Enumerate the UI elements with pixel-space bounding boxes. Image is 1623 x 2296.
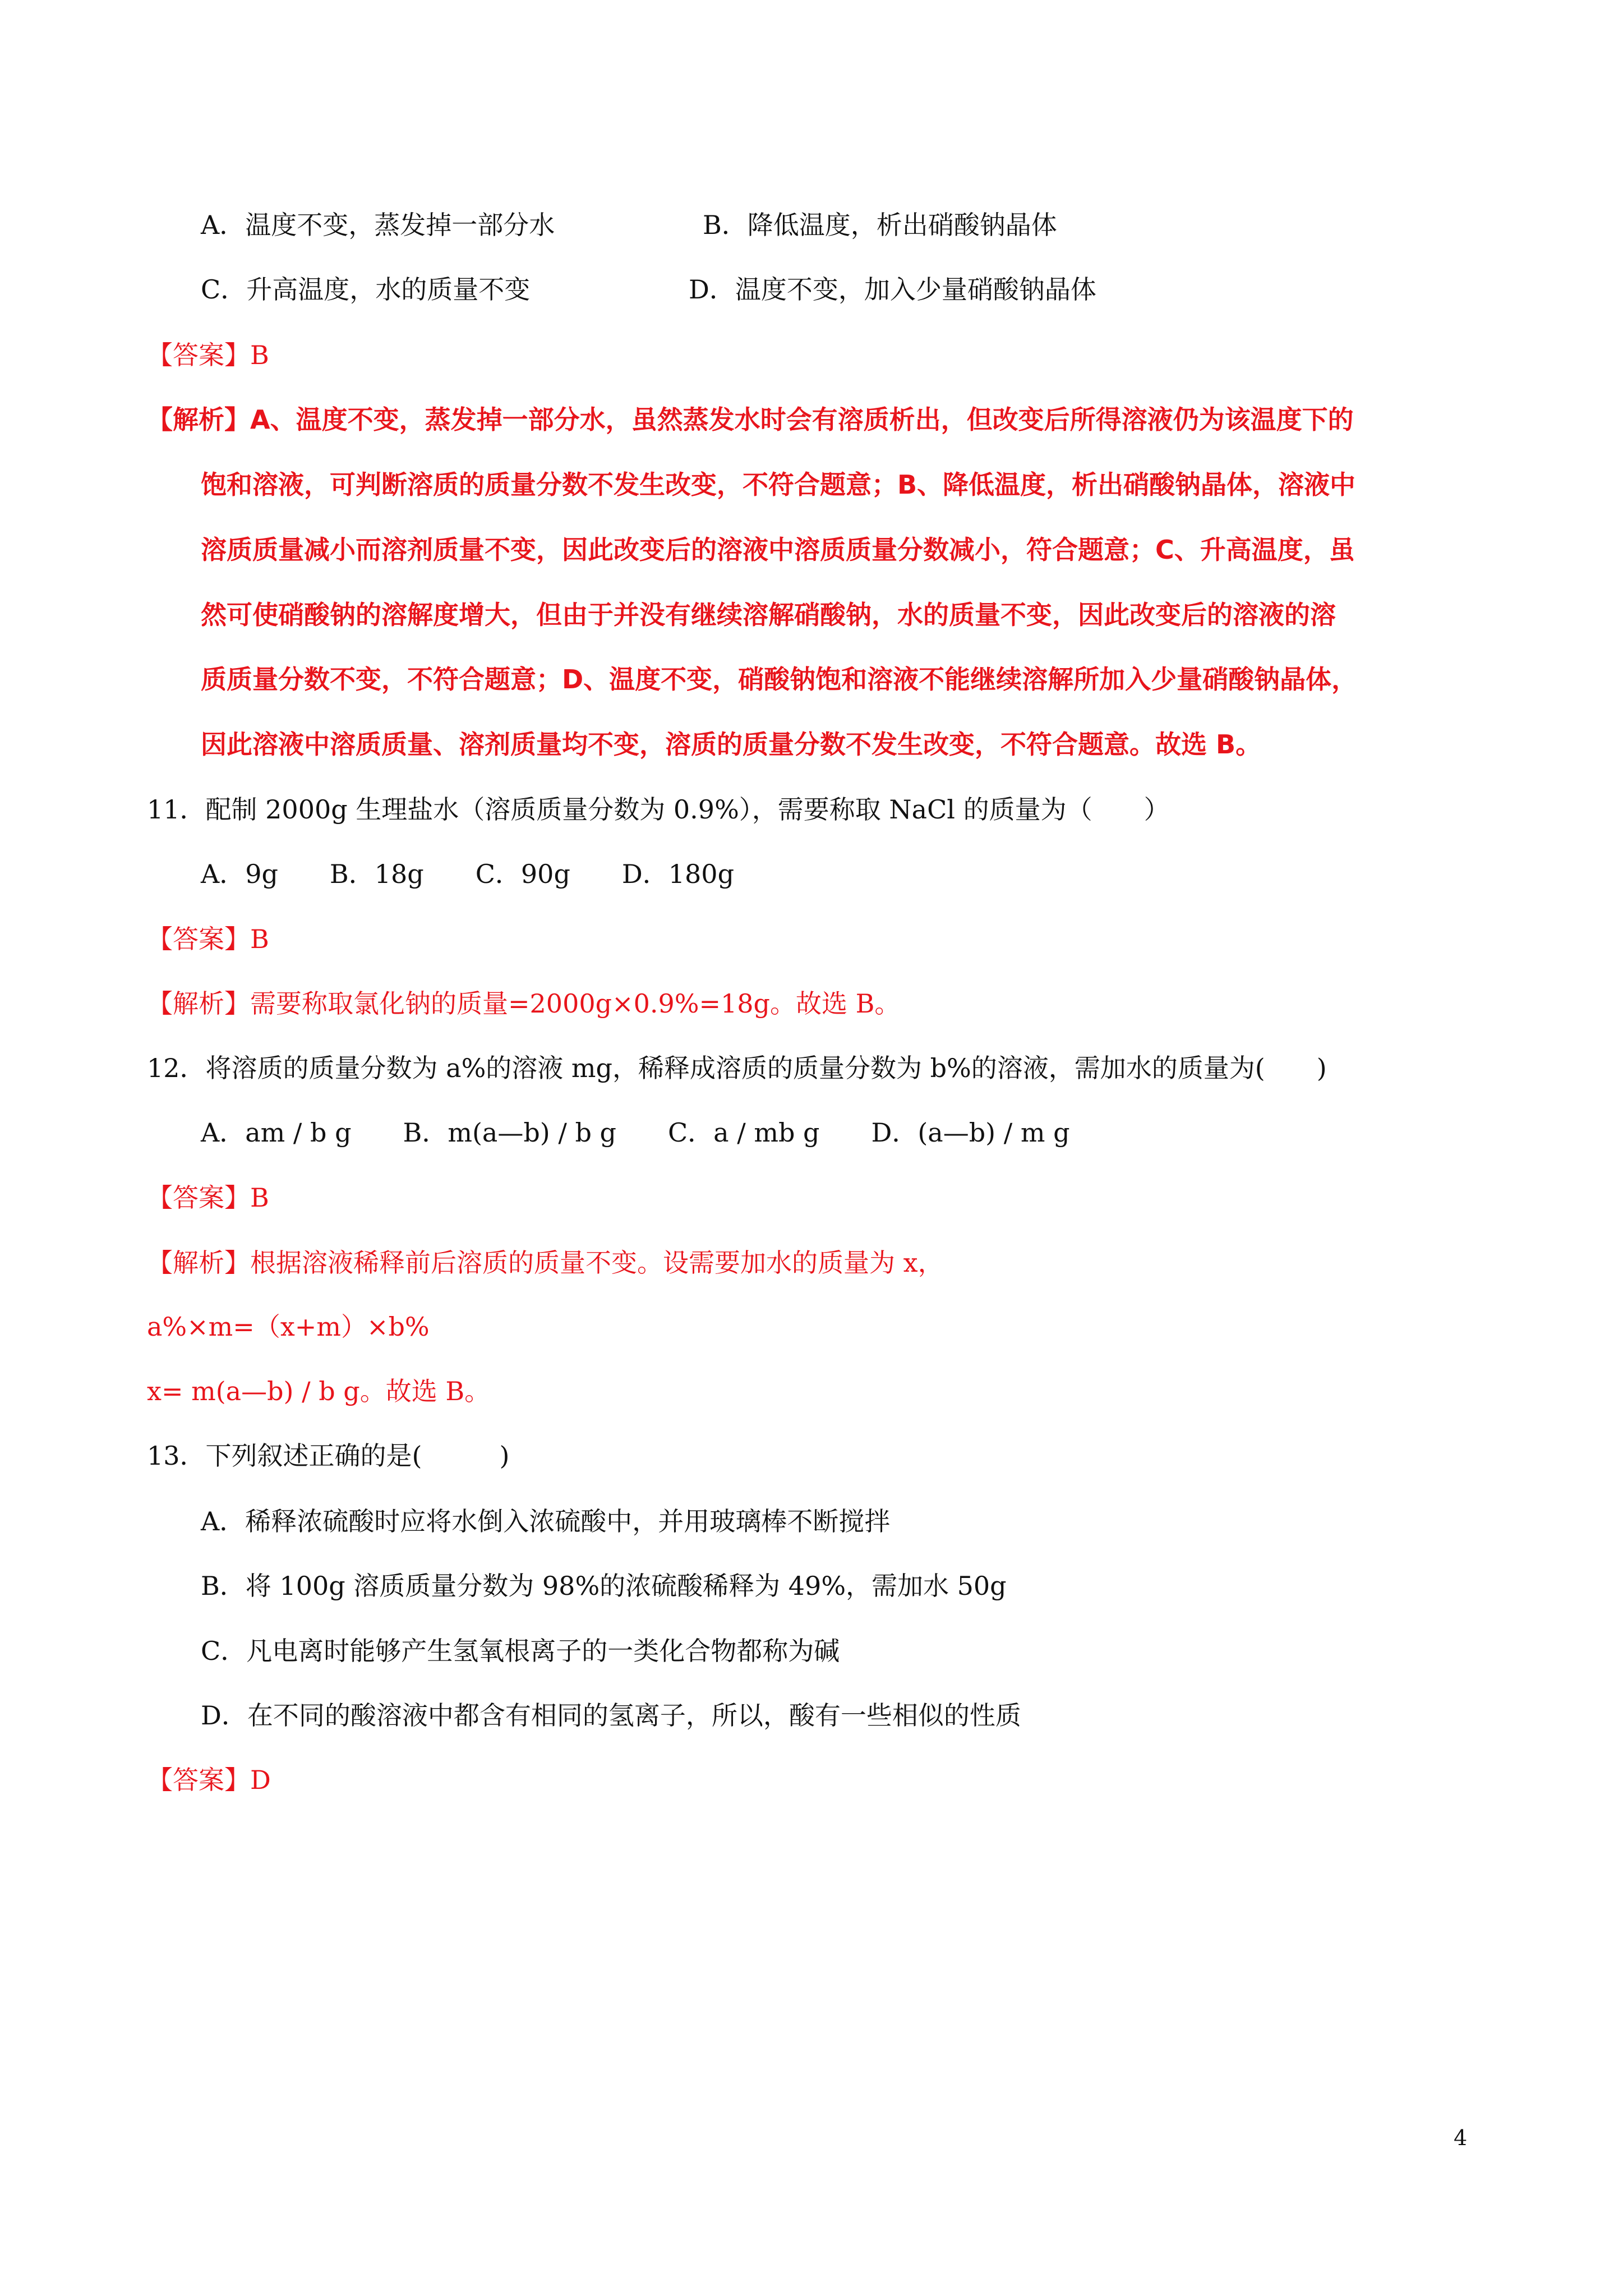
q13-option-c: C．凡电离时能够产生氢氧根离子的一类化合物都称为碱: [201, 1636, 840, 1666]
answer-value: B: [250, 924, 269, 954]
q13-option-b: B．将 100g 溶质质量分数为 98%的浓硫酸稀释为 49%，需加水 50g: [201, 1571, 1007, 1601]
analysis-tag: 【解析】: [147, 404, 250, 435]
q13-option-a: A．稀释浓硫酸时应将水倒入浓硫酸中，并用玻璃棒不断搅拌: [201, 1506, 891, 1536]
analysis-tag: 【解析】: [147, 1248, 250, 1278]
page-number: 4: [1454, 2125, 1468, 2150]
answer-tag: 【答案】: [147, 1182, 250, 1213]
q13-stem: 13．下列叙述正确的是( ): [147, 1441, 510, 1471]
answer-value: B: [250, 1182, 269, 1213]
q10-option-a: A．温度不变，蒸发掉一部分水: [201, 210, 555, 240]
q10-option-b: B．降低温度，析出硝酸钠晶体: [703, 210, 1057, 240]
q12-equation-2: x= m(a—b) / b g。故选 B。: [147, 1376, 491, 1406]
q10-analysis-line-3: 溶质质量减小而溶剂质量不变，因此改变后的溶液中溶质质量分数减小，符合题意；C、升高温度，虽: [201, 535, 1355, 565]
q10-analysis-line-5: 质质量分数不变，不符合题意；D、温度不变，硝酸钠饱和溶液不能继续溶解所加入少量硝酸钠晶体，: [201, 664, 1358, 694]
q10-analysis-line-1: [147, 403, 1354, 436]
q12-stem: 12．将溶质的质量分数为 a%的溶液 mg，稀释成溶质的质量分数为 b%的溶液，需加水的质量为( ): [147, 1053, 1327, 1083]
q11-answer: [147, 922, 269, 956]
analysis-text: A、温度不变，蒸发掉一部分水，虽然蒸发水时会有溶质析出，但改变后所得溶液仍为该温度下的: [250, 404, 1354, 435]
q10-answer: [147, 338, 269, 372]
analysis-text: 需要称取氯化钠的质量=2000g×0.9%=18g。故选 B。: [250, 988, 901, 1019]
q11-stem: 11．配制 2000g 生理盐水（溶质质量分数为 0.9%），需要称取 NaCl 的质量为（ ）: [147, 794, 1170, 825]
answer-value: B: [250, 340, 269, 370]
q12-answer: [147, 1181, 269, 1214]
q10-analysis-line-6: 因此溶液中溶质质量、溶剂质量均不变，溶质的质量分数不发生改变，不符合题意。故选 B。: [201, 729, 1262, 760]
analysis-text: 根据溶液稀释前后溶质的质量不变。设需要加水的质量为 x，: [250, 1248, 944, 1278]
q13-option-d: D．在不同的酸溶液中都含有相同的氢离子，所以，酸有一些相似的性质: [201, 1700, 1021, 1731]
q11-options: A．9g B．18g C．90g D．180g: [201, 859, 735, 889]
answer-tag: 【答案】: [147, 1765, 250, 1795]
q12-analysis: [147, 1246, 944, 1280]
q11-analysis: [147, 987, 900, 1020]
q10-analysis-line-4: 然可使硝酸钠的溶解度增大，但由于并没有继续溶解硝酸钠，水的质量不变，因此改变后的溶液的溶: [201, 600, 1336, 630]
q10-analysis-line-2: 饱和溶液，可判断溶质的质量分数不发生改变，不符合题意；B、降低温度，析出硝酸钠晶体，溶液中: [201, 470, 1356, 500]
answer-value: D: [250, 1765, 271, 1795]
analysis-tag: 【解析】: [147, 988, 250, 1019]
q13-answer: [147, 1763, 271, 1797]
q10-option-d: D．温度不变，加入少量硝酸钠晶体: [689, 274, 1096, 305]
answer-tag: 【答案】: [147, 924, 250, 954]
answer-tag: 【答案】: [147, 340, 250, 370]
q10-option-c: C．升高温度，水的质量不变: [201, 274, 531, 305]
q12-equation-1: a%×m=（x+m）×b%: [147, 1312, 430, 1342]
q12-options: A．am / b g B．m(a—b) / b g C．a / mb g D．(a—b) / m g: [201, 1117, 1070, 1148]
